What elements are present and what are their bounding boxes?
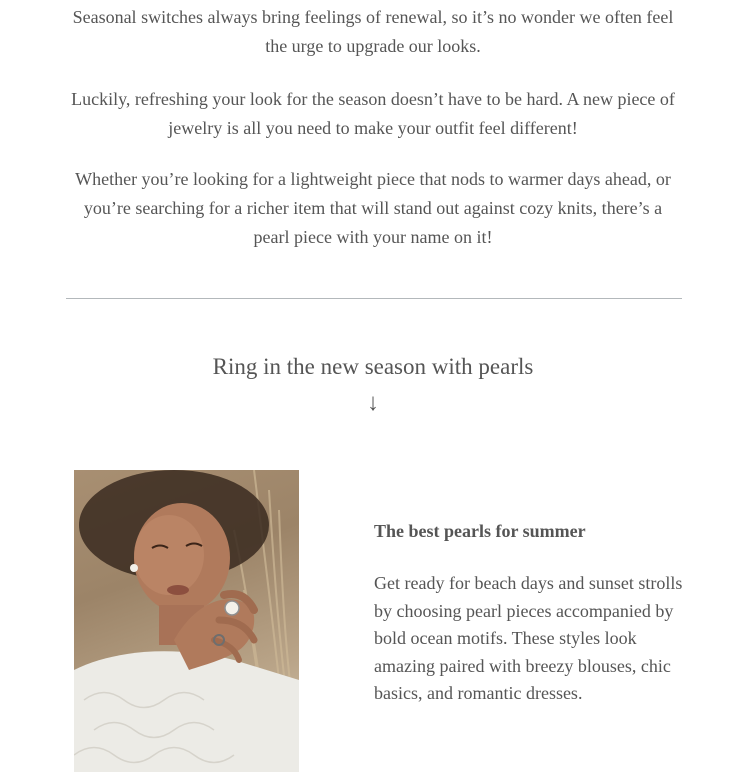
feature-body: Get ready for beach days and sunset strolls by choosing pearl pieces accompanied by bold ocean motifs. These styles look amazing paired with breezy blouses, chic basics, and romantic dresses. (374, 573, 683, 704)
arrow-down-icon: ↓ (367, 390, 379, 416)
section-heading: Ring in the new season with pearls (212, 354, 534, 379)
woman-pearl-ring-illustration (74, 470, 299, 772)
feature-photo[interactable] (74, 470, 299, 772)
intro-paragraph-2: Luckily, refreshing your look for the season doesn’t have to be hard. A new piece of jewelry is all you need to make your outfit feel different! (71, 89, 675, 138)
intro-paragraph-1: Seasonal switches always bring feelings of renewal, so it’s no wonder we often feel the urge to upgrade our looks. (72, 7, 674, 56)
intro-paragraph-3: Whether you’re looking for a lightweight piece that nods to warmer days ahead, or you’re searching for a richer item that will stand out against cozy knits, there’s a pearl piece with your name on it! (75, 169, 671, 247)
section-divider (66, 298, 682, 299)
feature-title: The best pearls for summer (374, 521, 586, 541)
